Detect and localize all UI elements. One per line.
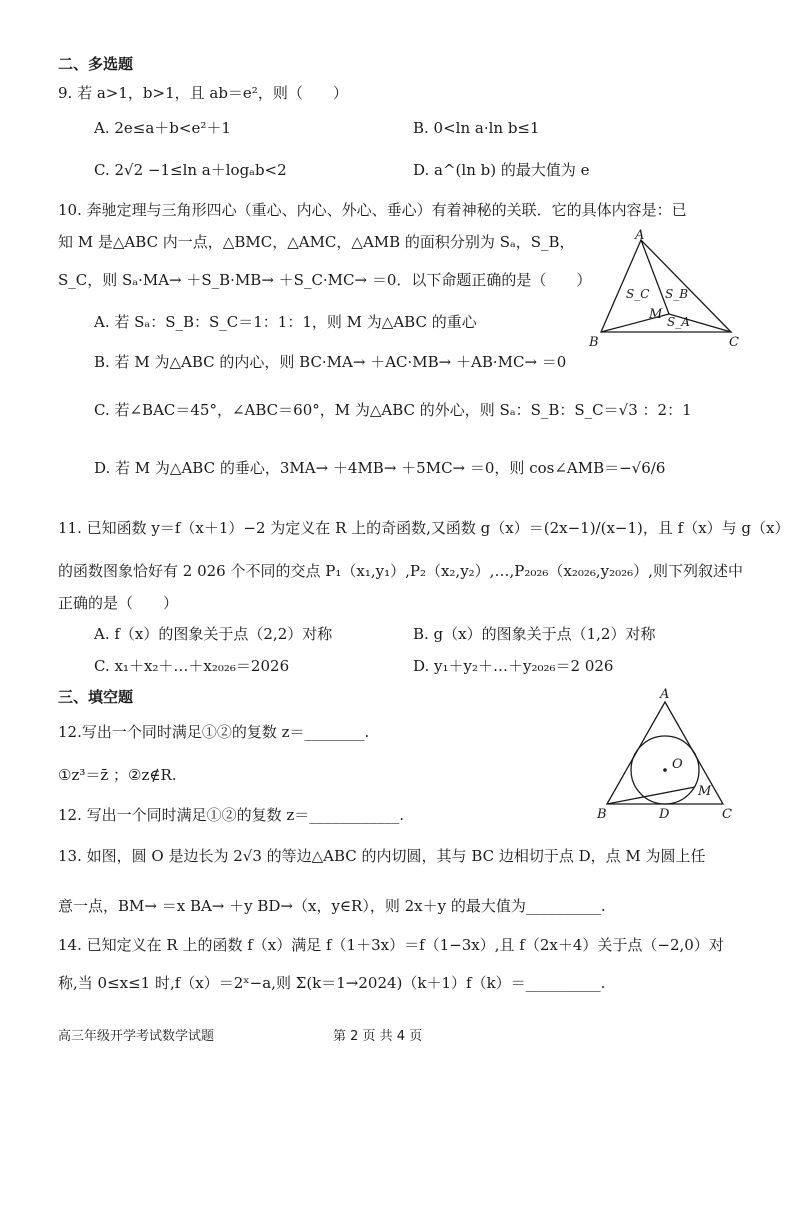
fig1-label-sc: S_C [626, 287, 650, 301]
q10-option-a: A. 若 Sₐ：S_B：S_C＝1：1：1，则 M 为△ABC 的重心 [94, 313, 477, 331]
q12-first-line1: 12.写出一个同时满足①②的复数 z＝________. [58, 723, 370, 741]
fig1-label-sb: S_B [665, 287, 689, 301]
q11-line2: 的函数图象恰好有 2 026 个不同的交点 P₁（x₁,y₁）,P₂（x₂,y₂）,…,P₂₀₂₆（x₂₀₂₆,y₂₀₂₆）,则下列叙述中 [58, 562, 743, 580]
q14-line1: 14. 已知定义在 R 上的函数 f（x）满足 f（1＋3x）＝f（1−3x）,且 f（2x＋4）关于点（−2,0）对 [58, 936, 724, 954]
section-title-fill-in: 三、填空题 [58, 688, 134, 706]
q14-line2: 称,当 0≤x≤1 时,f（x）＝2ˣ−a,则 Σ(k＝1→2024)（k＋1）f（k）＝__________. [58, 974, 606, 992]
q11-option-d: D. y₁＋y₂＋…＋y₂₀₂₆＝2 026 [413, 657, 614, 675]
q10-option-b: B. 若 M 为△ABC 的内心，则 BC·MA→ ＋AC·MB→ ＋AB·MC→ ＝0 [94, 353, 567, 371]
q10-option-d: D. 若 M 为△ABC 的垂心，3MA→ ＋4MB→ ＋5MC→ ＝0，则 cos∠AMB＝−√6/6 [94, 459, 666, 477]
fig2-label-m: M [698, 784, 712, 799]
fig2-label-b: B [597, 807, 607, 822]
footer-exam-title: 高三年级开学考试数学试题 [58, 1029, 215, 1044]
q13-line1: 13. 如图，圆 O 是边长为 2√3 的等边△ABC 的内切圆，其与 BC 边相切于点 D，点 M 为圆上任 [58, 847, 706, 865]
triangle-figure-1 [585, 228, 745, 350]
q9-option-b: B. 0<ln a·ln b≤1 [413, 119, 540, 137]
q9-option-c: C. 2√2 −1≤ln a＋logₐb<2 [94, 161, 287, 179]
q10-line1: 10. 奔驰定理与三角形四心（重心、内心、外心、垂心）有着神秘的关联．它的具体内容是：已 [58, 201, 687, 219]
fig1-label-sa: S_A [667, 315, 690, 329]
q11-option-b: B. g（x）的图象关于点（1,2）对称 [413, 625, 656, 643]
q10-option-c: C. 若∠BAC＝45°，∠ABC＝60°，M 为△ABC 的外心，则 Sₐ：S_B：S_C＝√3 ：2：1 [94, 401, 692, 419]
fig1-label-a: A [635, 228, 645, 243]
q12-second-line1: 12. 写出一个同时满足①②的复数 z＝____________. [58, 806, 405, 824]
fig1-label-b: B [589, 335, 599, 350]
q11-line1: 11. 已知函数 y＝f（x＋1）−2 为定义在 R 上的奇函数,又函数 g（x）＝(2x−1)/(x−1)，且 f（x）与 g（x） [58, 519, 790, 537]
fig2-label-c: C [722, 807, 732, 822]
triangle-incircle-figure [595, 682, 745, 822]
q10-line2: 知 M 是△ABC 内一点，△BMC，△AMC，△AMB 的面积分别为 Sₐ，S_B， [58, 233, 575, 251]
q11-option-c: C. x₁＋x₂＋…＋x₂₀₂₆＝2026 [94, 657, 290, 675]
q9-stem: 9. 若 a>1，b>1，且 ab＝e²，则（ ） [58, 84, 348, 102]
fig1-label-c: C [729, 335, 739, 350]
fig2-label-o: O [672, 757, 683, 772]
q11-line3: 正确的是（ ） [58, 594, 179, 612]
section-title-multi-choice: 二、多选题 [58, 55, 134, 73]
q12-first-line2: ①z³＝z̄ ；②z∉R. [58, 766, 177, 784]
q13-line2: 意一点，BM→ ＝x BA→ ＋y BD→（x，y∈R），则 2x＋y 的最大值为__________. [58, 897, 606, 915]
q9-option-a: A. 2e≤a＋b<e²＋1 [94, 119, 231, 137]
q9-option-d: D. a^(ln b) 的最大值为 e [413, 161, 590, 179]
fig1-label-m: M [649, 307, 663, 322]
fig2-label-a: A [660, 687, 670, 702]
q11-option-a: A. f（x）的图象关于点（2,2）对称 [94, 625, 333, 643]
fig2-label-d: D [659, 807, 670, 822]
q10-line3: S_C，则 Sₐ·MA→ ＋S_B·MB→ ＋S_C·MC→ ＝0．以下命题正确的是（ ） [58, 271, 592, 289]
footer-page-number: 第 2 页 共 4 页 [333, 1029, 423, 1044]
